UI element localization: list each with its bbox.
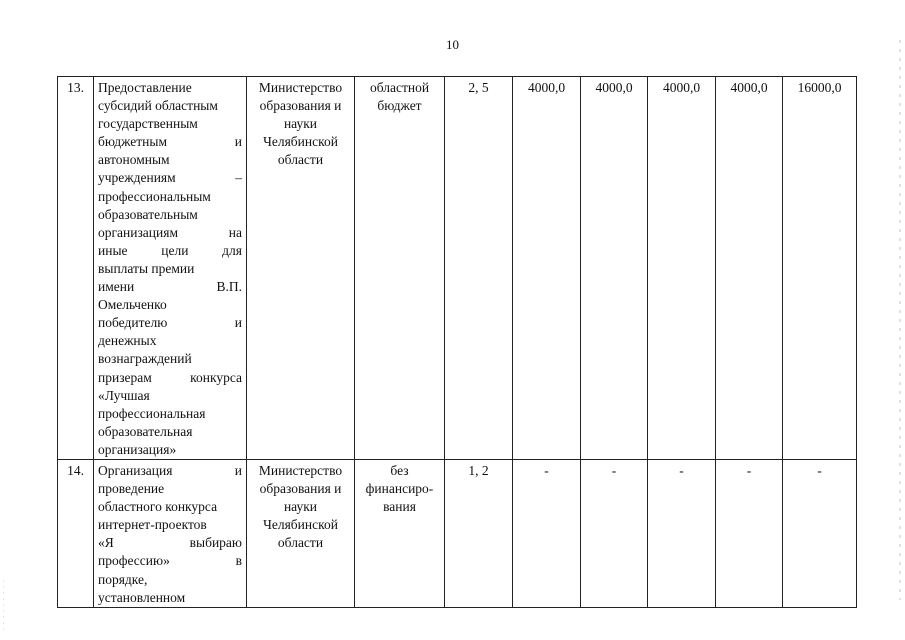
executor-cell <box>247 459 355 607</box>
description-line: вознаграждений <box>98 351 192 367</box>
description-line: областного конкурса <box>98 499 218 515</box>
executor-line: Челябинской <box>263 134 338 150</box>
task-numbers: 1, 2 <box>445 459 513 607</box>
funding-source-cell <box>355 459 445 607</box>
executor-line: науки <box>283 116 318 132</box>
executor-line: образования и <box>259 481 342 497</box>
funding-source-line: областной <box>369 80 430 95</box>
funding-source-line: финансиро- <box>365 481 434 497</box>
description-line: Омельченко <box>98 297 167 313</box>
description-line: «Лучшая <box>98 387 150 403</box>
table-row <box>58 77 857 460</box>
executor-line: области <box>277 152 324 168</box>
description-line: Организация и <box>98 462 242 478</box>
description-line: образовательным <box>98 206 198 222</box>
description-line: образовательная <box>98 423 193 439</box>
description-line: установленном <box>98 589 186 605</box>
description-line: призерам конкурса <box>98 369 242 385</box>
year-value: - <box>716 459 783 607</box>
description-line: профессиональная <box>98 405 206 421</box>
description-line: победителю и <box>98 315 242 331</box>
year-value: - <box>513 459 581 607</box>
scan-edge-artifact-left <box>3 580 4 630</box>
description-line: профессию» в <box>98 553 242 569</box>
description-line: выплаты премии <box>98 260 195 276</box>
scan-edge-artifact <box>899 40 901 600</box>
description-line: Предоставление <box>98 80 192 95</box>
year-value: - <box>581 459 648 607</box>
year-value: 4000,0 <box>513 77 581 460</box>
total-value: 16000,0 <box>783 77 857 460</box>
total-value: - <box>783 459 857 607</box>
description-line: автономным <box>98 152 170 168</box>
executor-line: Министерство <box>258 462 343 478</box>
description-line: иные цели для <box>98 242 242 258</box>
executor-line: области <box>277 535 324 551</box>
description-line: субсидий областным <box>98 98 218 114</box>
table-row <box>58 459 857 607</box>
funding-source-cell <box>355 77 445 460</box>
activity-description <box>94 77 247 460</box>
funding-source-line: вания <box>383 499 416 515</box>
executor-line: Челябинской <box>263 517 338 533</box>
page-number: 10 <box>446 37 459 52</box>
executor-line: науки <box>283 499 318 515</box>
year-value: 4000,0 <box>648 77 716 460</box>
description-line: государственным <box>98 116 198 132</box>
description-line: бюджетным и <box>98 134 242 150</box>
description-line: интернет-проектов <box>98 517 207 533</box>
program-table <box>57 76 857 608</box>
year-value: 4000,0 <box>716 77 783 460</box>
description-line: учреждениям – <box>98 170 242 186</box>
description-line: проведение <box>98 481 165 497</box>
description-line: организация» <box>98 441 177 457</box>
description-line: денежных <box>98 333 157 349</box>
description-line: профессиональным <box>98 188 211 204</box>
executor-line: образования и <box>259 98 342 114</box>
executor-cell <box>247 77 355 460</box>
funding-source-line: без <box>390 462 409 478</box>
executor-line: Министерство <box>258 80 343 95</box>
table-body <box>58 77 857 608</box>
description-line: организациям на <box>98 224 242 240</box>
description-line: порядке, <box>98 571 148 587</box>
description-line: «Я выбираю <box>98 535 242 551</box>
row-number: 14. <box>58 459 94 607</box>
funding-source-line: бюджет <box>377 98 422 114</box>
row-number: 13. <box>58 77 94 460</box>
description-line: имени В.П. <box>98 279 242 295</box>
activity-description <box>94 459 247 607</box>
year-value: - <box>648 459 716 607</box>
year-value: 4000,0 <box>581 77 648 460</box>
task-numbers: 2, 5 <box>445 77 513 460</box>
